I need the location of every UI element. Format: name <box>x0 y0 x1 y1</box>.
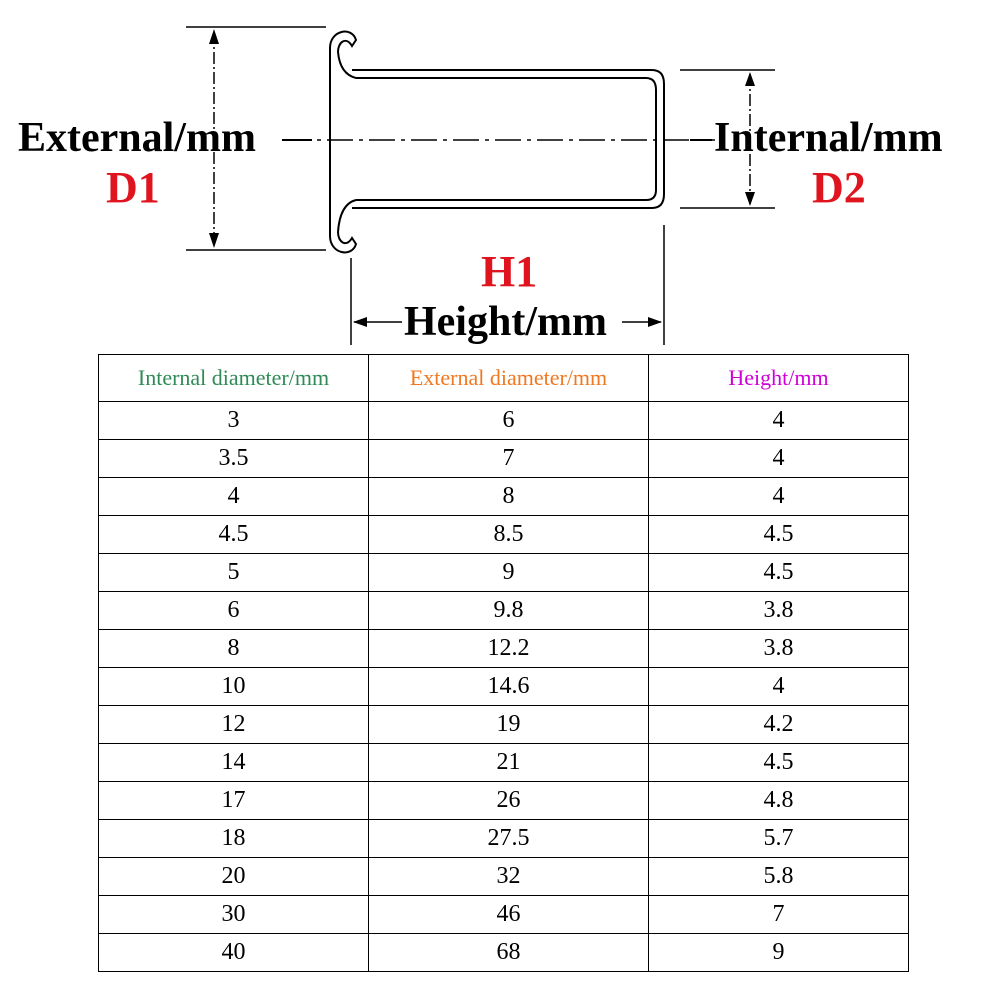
barrel-neck-top <box>338 52 356 78</box>
table-row <box>99 440 909 478</box>
external-label: External/mm <box>18 115 256 161</box>
cell-height: 4 <box>649 668 909 706</box>
external-symbol: D1 <box>106 163 160 212</box>
cell-internal-diameter: 6 <box>99 592 369 630</box>
height-symbol: H1 <box>481 247 538 296</box>
cell-internal-diameter: 8 <box>99 630 369 668</box>
d1-arrow-top <box>209 29 219 44</box>
cell-height: 4 <box>649 402 909 440</box>
cell-height: 5.7 <box>649 820 909 858</box>
header-height: Height/mm <box>649 355 909 402</box>
cell-internal-diameter: 4.5 <box>99 516 369 554</box>
internal-label: Internal/mm <box>714 115 943 161</box>
table-row <box>99 934 909 972</box>
cell-external-diameter: 6 <box>369 402 649 440</box>
cell-external-diameter: 21 <box>369 744 649 782</box>
table-row <box>99 402 909 440</box>
cell-external-diameter: 19 <box>369 706 649 744</box>
table-row <box>99 478 909 516</box>
cell-external-diameter: 32 <box>369 858 649 896</box>
cell-external-diameter: 14.6 <box>369 668 649 706</box>
cell-height: 3.8 <box>649 630 909 668</box>
table-row <box>99 554 909 592</box>
cell-external-diameter: 7 <box>369 440 649 478</box>
table-header-row <box>99 355 909 402</box>
cell-external-diameter: 9 <box>369 554 649 592</box>
cell-external-diameter: 8 <box>369 478 649 516</box>
table-row <box>99 516 909 554</box>
cell-height: 9 <box>649 934 909 972</box>
cell-internal-diameter: 12 <box>99 706 369 744</box>
cell-height: 4.2 <box>649 706 909 744</box>
cell-external-diameter: 26 <box>369 782 649 820</box>
cell-internal-diameter: 18 <box>99 820 369 858</box>
cell-external-diameter: 27.5 <box>369 820 649 858</box>
table-row <box>99 744 909 782</box>
cell-height: 4.5 <box>649 744 909 782</box>
cell-height: 4.5 <box>649 554 909 592</box>
cell-height: 5.8 <box>649 858 909 896</box>
cell-external-diameter: 8.5 <box>369 516 649 554</box>
table-row <box>99 820 909 858</box>
cell-external-diameter: 68 <box>369 934 649 972</box>
barrel-outer <box>352 70 664 208</box>
cell-height: 3.8 <box>649 592 909 630</box>
cell-internal-diameter: 3.5 <box>99 440 369 478</box>
table-row <box>99 706 909 744</box>
cell-height: 4 <box>649 478 909 516</box>
cell-height: 7 <box>649 896 909 934</box>
cell-external-diameter: 46 <box>369 896 649 934</box>
cell-external-diameter: 12.2 <box>369 630 649 668</box>
cell-internal-diameter: 3 <box>99 402 369 440</box>
h1-arrow-left <box>353 317 367 327</box>
cell-internal-diameter: 14 <box>99 744 369 782</box>
table-row <box>99 782 909 820</box>
bottom-curl <box>330 232 356 252</box>
barrel-inner <box>356 78 656 200</box>
cell-external-diameter: 9.8 <box>369 592 649 630</box>
cell-internal-diameter: 10 <box>99 668 369 706</box>
cell-internal-diameter: 4 <box>99 478 369 516</box>
header-internal-diameter: Internal diameter/mm <box>99 355 369 402</box>
d2-arrow-bottom <box>745 192 755 206</box>
cell-internal-diameter: 30 <box>99 896 369 934</box>
cell-height: 4.8 <box>649 782 909 820</box>
cell-internal-diameter: 5 <box>99 554 369 592</box>
internal-symbol: D2 <box>812 163 866 212</box>
table-row <box>99 592 909 630</box>
table-row <box>99 668 909 706</box>
barrel-neck-bottom <box>338 200 356 232</box>
top-curl <box>330 32 356 52</box>
cell-internal-diameter: 17 <box>99 782 369 820</box>
cell-height: 4.5 <box>649 516 909 554</box>
table-row <box>99 630 909 668</box>
h1-arrow-right <box>648 317 662 327</box>
header-external-diameter: External diameter/mm <box>369 355 649 402</box>
d2-arrow-top <box>745 72 755 86</box>
d1-arrow-bottom <box>209 233 219 248</box>
table-row <box>99 896 909 934</box>
cell-internal-diameter: 40 <box>99 934 369 972</box>
spec-table <box>98 354 909 972</box>
cell-height: 4 <box>649 440 909 478</box>
cell-internal-diameter: 20 <box>99 858 369 896</box>
table-row <box>99 858 909 896</box>
height-label: Height/mm <box>404 299 607 345</box>
